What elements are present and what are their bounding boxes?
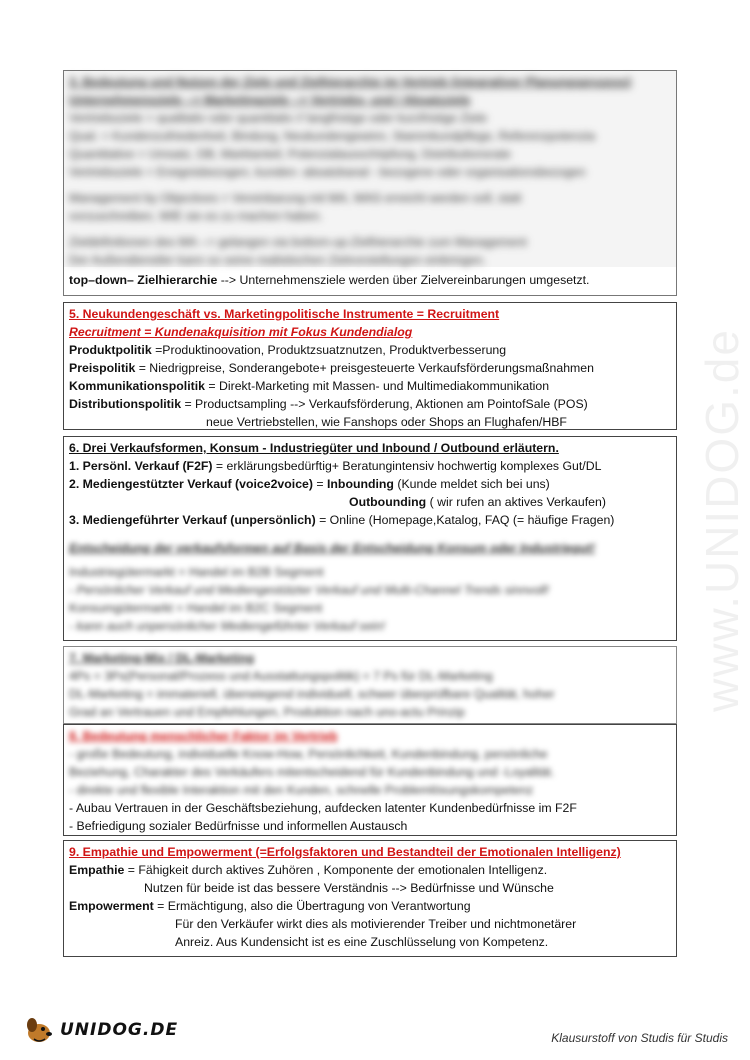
continuation-line: neue Vertriebstellen, wie Fanshops oder Shops an Flughafen/HBF (206, 415, 567, 429)
blurred-line: Industriegütermarkt = Handel im B2B Segment (69, 565, 324, 579)
blurred-line: - Persönlicher Verkauf und Mediengestützter Verkauf und Multi-Channel Trends sinnvoll! (69, 583, 550, 597)
blurred-line: Entscheidung der verkaufsformen auf Basis der Entscheidung Konsum oder Industriegut! (69, 541, 596, 555)
blurred-line: - direkte und flexible Interaktion mit den Kunden, schnelle Problemlösungskompetenz (69, 783, 534, 797)
term: Outbounding (349, 495, 427, 509)
blurred-line: Zieldefinitionen des MA --> gelangen via bottom-up-Zielhierarchie zum Management (69, 235, 527, 249)
text-line: - Aubau Vertrauen in der Geschäftsbeziehung, aufdecken latenter Kundenbedürfnisse im F2F (69, 801, 577, 815)
blurred-line: Vertriebsziele = Ereignisbezogen, kunden- absatzkanal - bezogene oder organisationsbezogen (69, 165, 586, 179)
text: = Fähigkeit durch aktives Zuhören , Komponente der emotionalen Intelligenz. (124, 863, 548, 877)
definition-row (69, 897, 671, 915)
continuation-line: Für den Verkäufer wirkt dies als motivierender Treiber und nichtmonetärer (175, 917, 577, 931)
section-8 (63, 724, 677, 836)
blurred-line: Qual. = Kundenzufriedenheit, Bindung, Neukundengewinn, Stammkundpflege, Referenzpotenzia (69, 129, 596, 143)
term: Kommunikationspolitik (69, 379, 205, 393)
definition-row (69, 475, 671, 493)
text: = Direkt-Marketing mit Massen- und Multimediakommunikation (204, 379, 550, 393)
definition-row (69, 493, 671, 511)
term: Distributionspolitik (69, 397, 182, 411)
term: 2. Mediengestützter Verkauf (voice2voice) (69, 477, 313, 491)
blurred-line: Beziehung, Charakter des Verkäufers mitentscheidend für Kundenbindung und -Loyalität. (69, 765, 555, 779)
blurred-line: vorzuschreiben, WIE sie es zu machen haben. (69, 209, 323, 223)
footer-tagline: Klausurstoff von Studis für Studis (551, 1031, 728, 1045)
term: top–down– Zielhierarchie (69, 273, 218, 287)
term: 3. Mediengeführter Verkauf (unpersönlich) (69, 513, 316, 527)
text: = Productsampling --> Verkaufsförderung, Aktionen am PointofSale (POS) (181, 397, 588, 411)
watermark: www.UNIDOG.de (696, 328, 748, 712)
text: ( wir rufen an aktives Verkaufen) (426, 495, 606, 509)
section-9-title: 9. Empathie und Empowerment (=Erfolgsfaktoren und Bestandteil der Emotionalen Intelligenz) (69, 845, 621, 859)
blurred-line: 7. Marketing-Mix / DL-Marketing (69, 651, 255, 665)
blurred-line: Unternehmensziele --> Marketingziele --> Vertriebs- und / Absatzziele (69, 93, 471, 107)
term: 1. Persönl. Verkauf (F2F) (69, 459, 213, 473)
text: =Produktinoovation, Produktzsuatznutzen, Produktverbesserung (151, 343, 507, 357)
definition-row (69, 395, 671, 413)
blurred-line: - große Bedeutung, individuelle Know-How, Persönlichkeit, Kundenbindung, persönliche (69, 747, 548, 761)
text: = Niedrigpreise, Sonderangebote+ preisgesteuerte Verkaufsförderungsmaßnahmen (135, 361, 594, 375)
blurred-line: Der Außendienstler kann so seine realistischen Zielvorstellungen einbringen. (69, 253, 486, 267)
text: --> Unternehmensziele werden über Zielvereinbarungen umgesetzt. (217, 273, 590, 287)
section-9 (63, 840, 677, 957)
definition-row (69, 359, 671, 377)
footer-logo (24, 1016, 178, 1044)
section-5-subtitle: Recruitment = Kundenakquisition mit Fokus Kundendialog (69, 325, 413, 339)
definition-row (69, 377, 671, 395)
text: = erklärungsbedürftig+ Beratungintensiv hochwertig komplexes Gut/DL (212, 459, 602, 473)
blurred-line: DL-Marketing = immateriell, überwiegend individuell, schwer überprüfbare Qualität, hoher (69, 687, 555, 701)
term: Preispolitik (69, 361, 136, 375)
blurred-line: Quantitative = Umsatz, DB, Marktanteil, Potenzialausschöpfung, Distributionsrate (69, 147, 511, 161)
text: = Ermächtigung, also die Übertragung von Verantwortung (153, 899, 471, 913)
blurred-line: Konsumgütermarkt = Handel im B2C Segment (69, 601, 323, 615)
text: = (312, 477, 327, 491)
continuation-line: Nutzen für beide ist das bessere Verständnis --> Bedürfnisse und Wünsche (144, 881, 554, 895)
term: Produktpolitik (69, 343, 152, 357)
section-3 (63, 70, 677, 296)
logo-text: UNIDOG.DE (60, 1020, 179, 1040)
section-3-title: 3. Bedeutung und Nutzen der Ziele und Zielhierarchie im Vertrieb (integrativer Planungsprozess) (69, 75, 632, 89)
text: (Kunde meldet sich bei uns) (393, 477, 550, 491)
blurred-line: Vertriebsziele = qualitativ oder quantitativ // langfristige oder kurzfristige Ziele (69, 111, 487, 125)
definition-row (69, 341, 671, 359)
text-line: - Befriedigung sozialer Bedürfnisse und informellen Austausch (69, 819, 408, 833)
continuation-line: Anreiz. Aus Kundensicht ist es eine Zuschlüsselung von Kompetenz. (175, 935, 549, 949)
section-5 (63, 302, 677, 430)
section-6-title: 6. Drei Verkaufsformen, Konsum - Industriegüter und Inbound / Outbound erläutern. (69, 441, 559, 455)
blurred-line: - kann auch unpersönlicher Mediengeführter Verkauf sein! (69, 619, 386, 633)
section-7 (63, 646, 677, 724)
blurred-line: 4Ps = 3Ps(Personal/Prozess und Ausstattungspolitik) = 7 Ps für DL-Marketing (69, 669, 493, 683)
section-5-title: 5. Neukundengeschäft vs. Marketingpolitische Instrumente = Recruitment (69, 307, 500, 321)
section-3-blurred (69, 73, 671, 269)
section-6 (63, 436, 677, 641)
definition-row (69, 457, 671, 475)
blurred-line: Grad an Vertrauen und Empfehlungen, Produktion nach uno-actu Prinzip (69, 705, 465, 719)
dog-icon (24, 1016, 54, 1044)
definition-row (69, 511, 671, 529)
blurred-line: Management by Objectives = Vereinbarung mit MA, WAS erreicht werden soll, statt (69, 191, 522, 205)
definition-row (69, 861, 671, 879)
section-3-last-line (69, 271, 671, 289)
term: Empathie (69, 863, 125, 877)
text: = Online (Homepage,Katalog, FAQ (= häufige Fragen) (315, 513, 615, 527)
term: Inbounding (327, 477, 394, 491)
section-8-title: 8. Bedeutung menschlicher Faktor im Vertrieb (69, 729, 338, 743)
term: Empowerment (69, 899, 154, 913)
